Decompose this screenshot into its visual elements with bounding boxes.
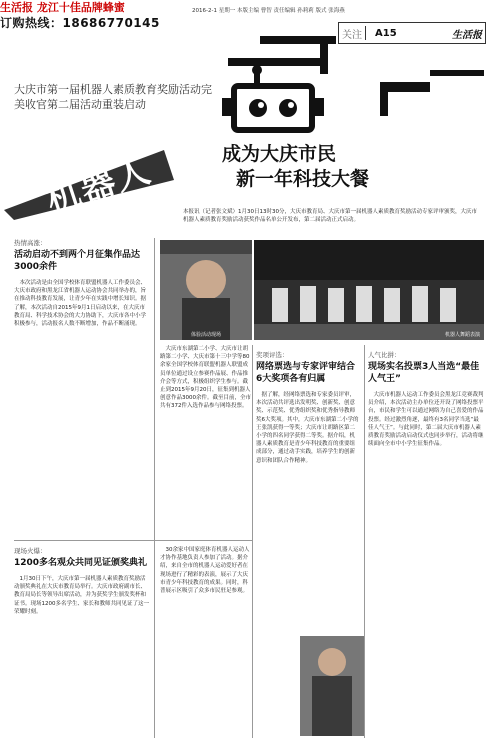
ad-phone: 订购热线：18686770145	[0, 16, 160, 30]
photo-caption-right: 机器人舞蹈表演	[444, 332, 480, 338]
col3-head: 奖项评选：	[256, 351, 289, 359]
col5-head: 现场火爆：	[14, 547, 47, 555]
robot-word: 机器人	[41, 150, 157, 222]
divider-1	[154, 238, 155, 738]
col2-body: 大庆市东湖第二小学、大庆市让胡路第二小学、大庆市第十三中学等80余家全国学校体育联盟机器人联盟成员单位通过设立参赛作品展、作品推介会等方式，积极组织学生参与。截止到2015年9月20日，征集到机器人创意作品3000余件。截至目前，全市共有372件入选作品参与网络投票。	[160, 346, 251, 410]
col4-body: 大庆市机器人运动工作委员会黑龙江竞赛裁判员介绍，本次活动主办单位还开设了网络投票平台，市民和学生可以通过网络为自己喜爱的作品投票。经过激烈角逐，最终有3名同学当选“最佳人气王”。与此同时，第二届大庆市机器人素质教育奖励活动启动仪式也同步举行，活动将继续面向全市中小学生征集作品。	[368, 392, 484, 448]
photo-right	[254, 240, 484, 340]
article-col4	[368, 350, 484, 731]
photo-left	[160, 240, 252, 340]
page-number: A15	[375, 27, 397, 39]
photo-caption-left: 体验活动现场	[190, 332, 221, 338]
ad-banner	[0, 0, 175, 36]
col5-body: 1月30日下午，大庆市第一届机器人素质教育奖励活动颁奖典礼在大庆市教育局举行。大庆市政府副市长、教育局局长等领导出席活动，并为获奖学生颁发奖杯和证书。现场1200多名学生、家长和教师共同见证了这一荣耀时刻。	[14, 576, 149, 615]
article-col1	[14, 238, 150, 549]
hdivider-1	[14, 540, 252, 541]
subtitle: 大庆市第一届机器人素质教育奖励活动完美收官第二届活动重装启动	[14, 83, 212, 111]
article-col6	[160, 546, 252, 736]
col4-title: 现场实名投票3人当选“最佳人气王”	[368, 362, 480, 384]
col1-head: 热情高涨：	[14, 239, 47, 247]
brand-label: 生活报	[452, 29, 482, 41]
col3-body: 据了解，经网络票选和专家委员评审，本次活动共评选出发明奖、创新奖、创意奖、示范奖、优秀组织奖和优秀指导教师奖6大奖项。其中，大庆市东湖第二小学的王张凯获得一等奖；大庆市让胡路区第二小学的四名同学获得二等奖。据介绍，机器人素质教育是青少年科技教育的重要组成部分，通过动手实践，培养学生的创新意识和团队合作精神。	[256, 392, 359, 464]
decor-bar-6	[430, 70, 484, 76]
section-header	[338, 22, 486, 44]
ad-line1: 生活报 龙江十佳品牌蜂蜜	[0, 1, 125, 14]
divider-3	[364, 345, 365, 738]
photo-bottom-right	[300, 636, 364, 736]
col6-body: 30余家中国家庭体育机器人运动人才协作基地负责人参加了活动。据介绍，来自全市的机器人运动爱好者在现场进行了精彩的表演，展示了大庆市青少年科技教育的成果。同时，科普展示区吸引了众多市民驻足参观。	[160, 547, 250, 595]
robot-word-banner	[4, 150, 174, 220]
col3-title: 网络票选与专家评审结合6大奖项各有归属	[256, 362, 356, 384]
title-line1: 成为大庆市民	[222, 143, 337, 165]
main-title	[222, 142, 369, 192]
dateline: 2016-2-1 星期一 本版主编 曹智 责任编辑 孙莉莉 版式 张海燕	[192, 8, 345, 14]
col4-head: 人气比拼：	[368, 351, 401, 359]
section-divider	[365, 26, 372, 40]
robot-illustration	[214, 64, 334, 144]
decor-bar-5	[380, 82, 388, 116]
col1-body: 本次活动是由全国学校体育联盟机器人工作委员会、大庆市政府和黑龙江省机器人运动协会共同举办的，旨在推动科技教育发展，让青少年在实践中增长知识。据了解，本次活动自2015年9月1日启动以来，在大庆市教育局、科学技术协会的大力协助下，大庆市各中小学积极参与，活动报名人数不断增加，作品不断涌现。	[14, 280, 147, 328]
divider-2	[252, 345, 253, 738]
article-col2	[160, 345, 252, 530]
lead-paragraph: 本报讯（记者张文斌）1月30日13时30分，大庆市教育局、大庆市第一届机器人素质教育奖励活动专家评审颁奖，大庆市机器人素质教育奖励活动获奖作品名单公开发布，第二届活动正式启动。	[183, 209, 477, 223]
col5-title: 1200多名观众共同见证颁奖典礼	[14, 558, 148, 568]
col1-title: 活动启动不到两个月征集作品达3000余件	[14, 250, 141, 272]
title-line2: 新一年科技大餐	[236, 168, 370, 190]
section-label: 关注	[342, 29, 362, 41]
article-col5	[14, 546, 150, 725]
